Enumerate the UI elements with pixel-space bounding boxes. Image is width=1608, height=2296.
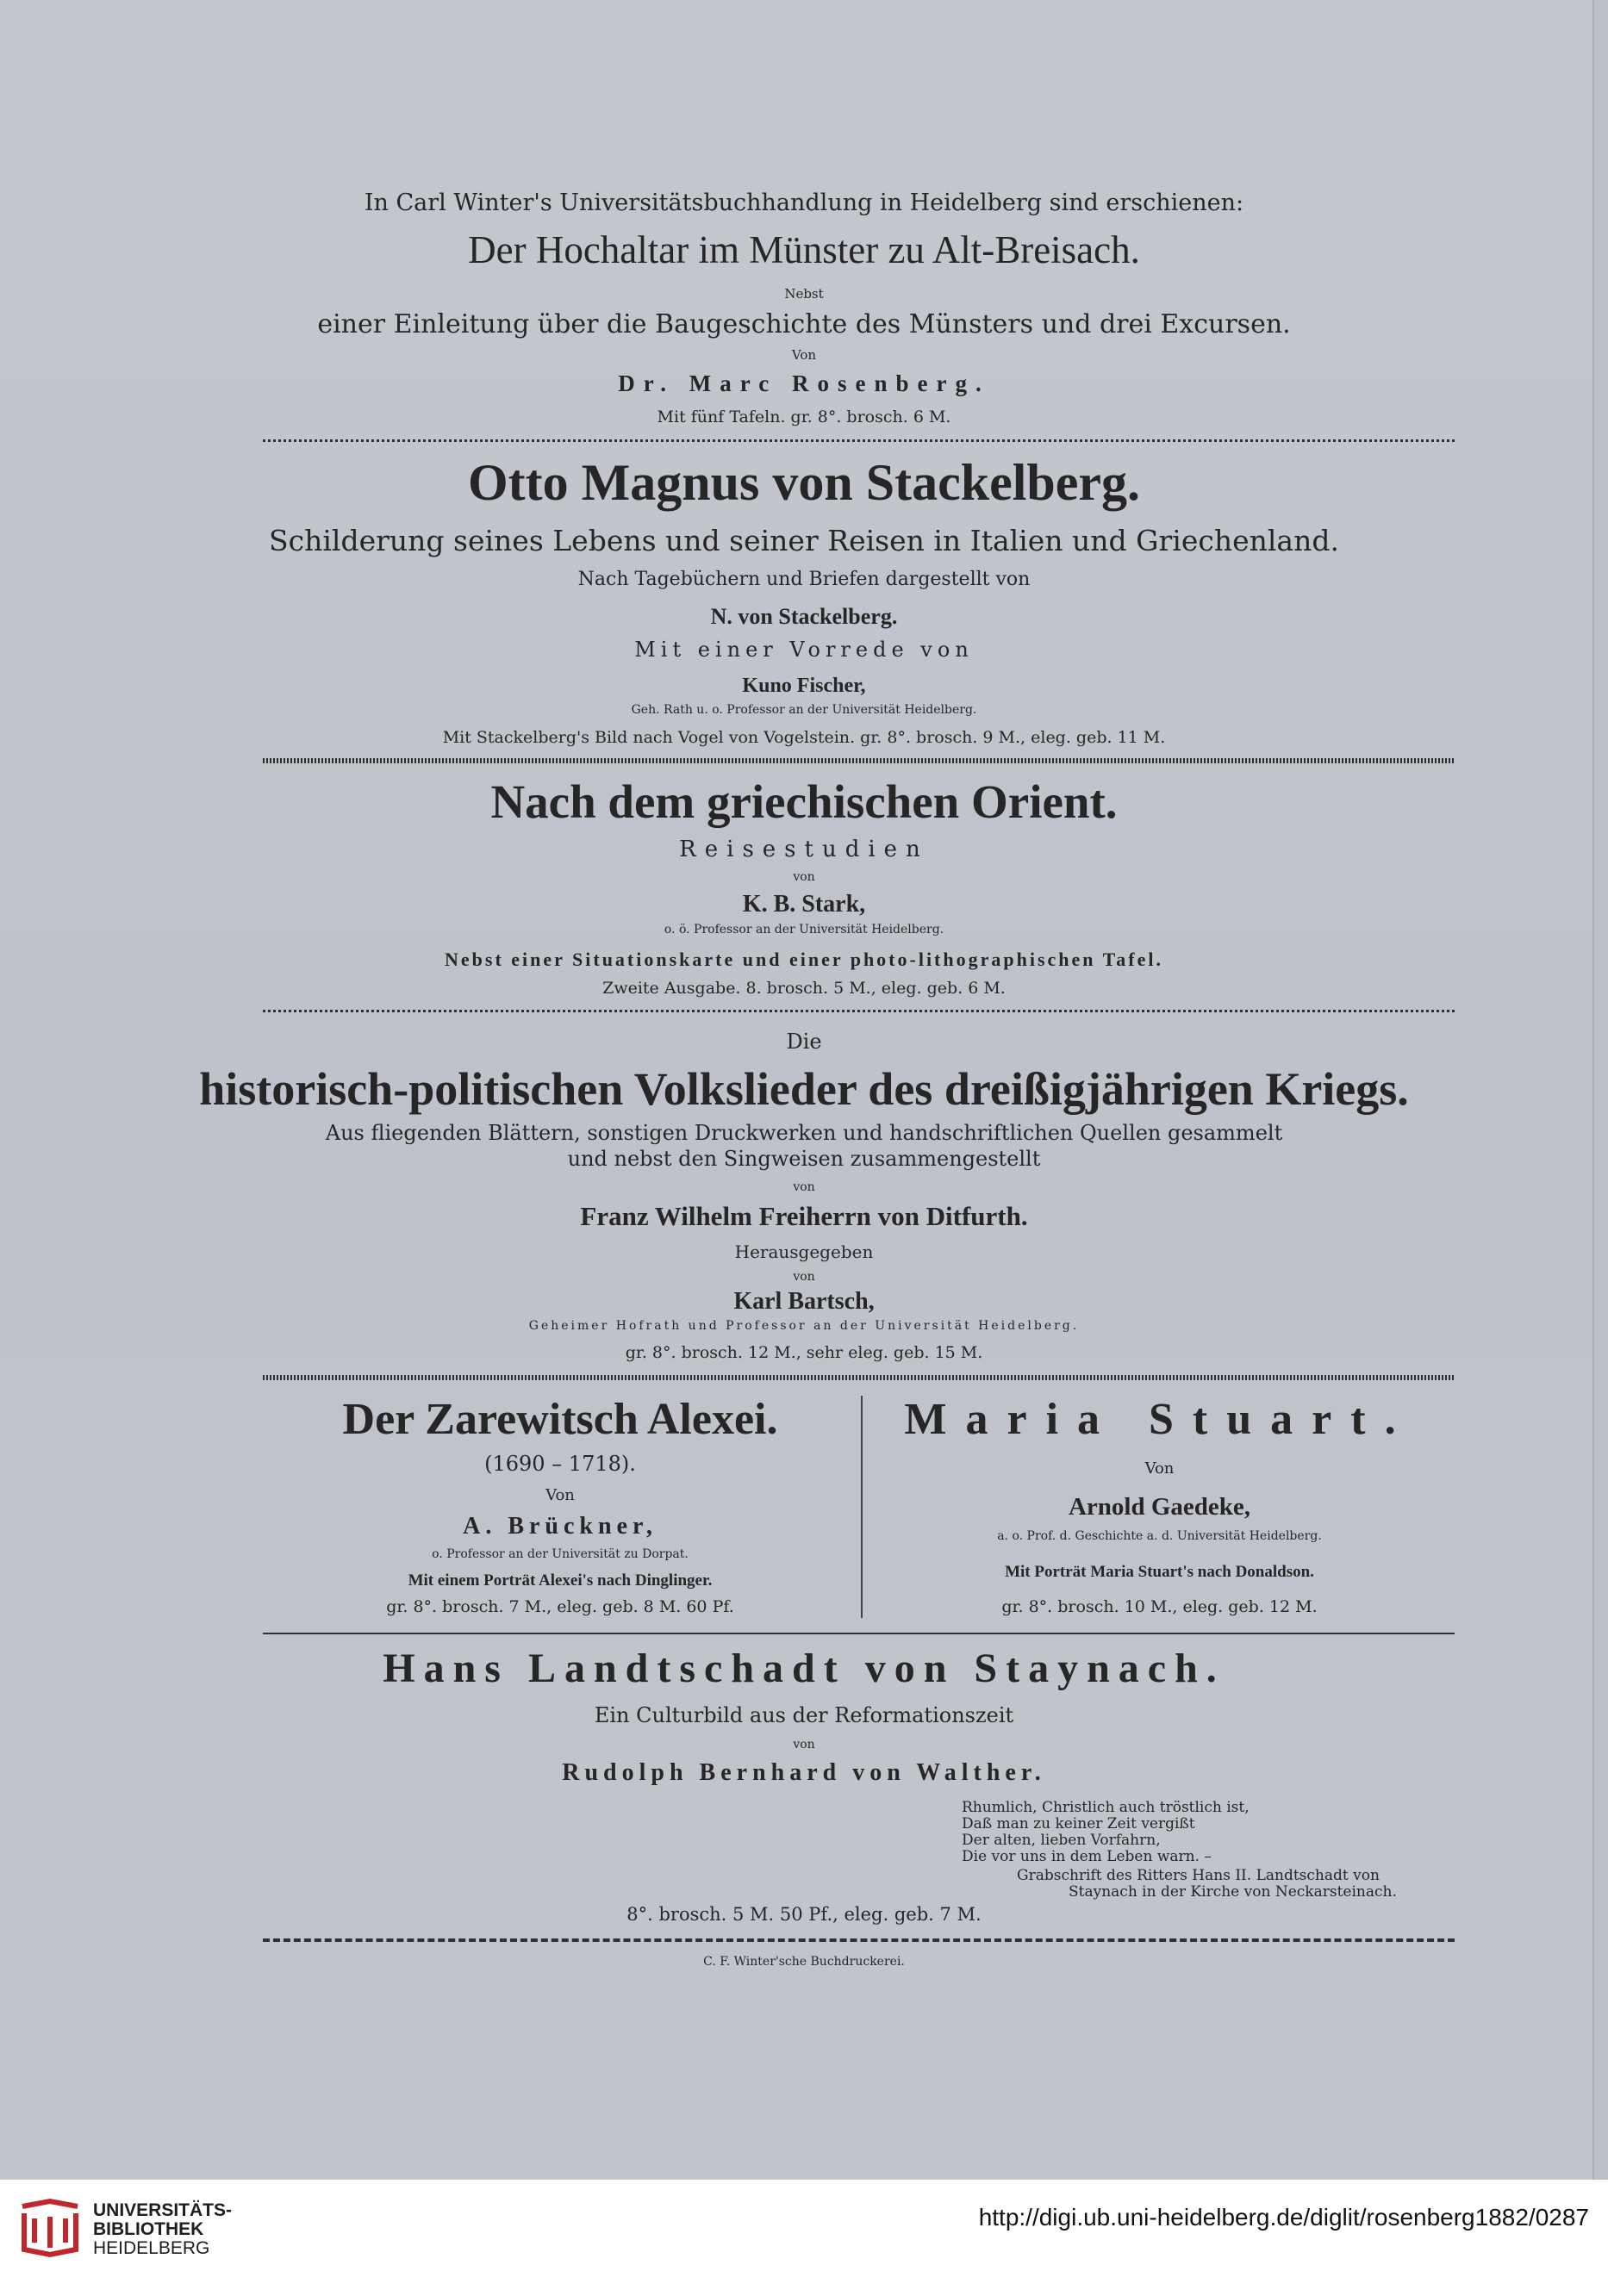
von-label-7: von: [793, 1738, 815, 1752]
author-stark: K. B. Stark,: [742, 891, 866, 918]
epigraph-line-4: Die vor uns in dem Leben warn. –: [962, 1848, 1212, 1865]
volkslieder-line1: Aus fliegenden Blättern, sonstigen Druckwerken und handschriftlichen Quellen gesammelt: [325, 1121, 1283, 1145]
divider-3: [263, 1010, 1455, 1012]
library-name-line-3: HEIDELBERG: [93, 2238, 210, 2258]
price-orient: Zweite Ausgabe. 8. brosch. 5 M., eleg. geb. 6 M.: [602, 979, 1006, 998]
von-label-6: Von: [1144, 1459, 1175, 1478]
stackelberg-line3: Nach Tagebüchern und Briefen dargestellt von: [577, 569, 1031, 590]
preface-line: Mit einer Vorrede von: [634, 638, 974, 662]
role-stark: o. ö. Professor an der Universität Heidelberg.: [664, 923, 944, 936]
epigraph-line-1: Rhumlich, Christlich auch tröstlich ist,: [962, 1799, 1250, 1816]
title-orient: Nach dem griechischen Orient.: [490, 775, 1118, 828]
preface-role: Geh. Rath u. o. Professor an der Universität Heidelberg.: [631, 703, 977, 717]
years-zarewitsch: (1690 – 1718).: [484, 1452, 636, 1476]
epigraph-source-1: Grabschrift des Ritters Hans II. Landtschadt von: [1017, 1867, 1380, 1884]
author-n-stackelberg: N. von Stackelberg.: [710, 604, 898, 629]
role-gaedeke: a. o. Prof. d. Geschichte a. d. Universität Heidelberg.: [997, 1529, 1322, 1543]
divider-1: [263, 439, 1455, 442]
price-landtschadt: 8°. brosch. 5 M. 50 Pf., eleg. geb. 7 M.: [626, 1904, 982, 1925]
title-hochaltar: Der Hochaltar im Münster zu Alt-Breisach.: [468, 228, 1140, 271]
preface-author: Kuno Fischer,: [742, 675, 866, 697]
von-label-2: von: [793, 870, 815, 884]
library-name-line-1: UNIVERSITÄTS-: [93, 2200, 233, 2220]
library-name-line-2: BIBLIOTHEK: [93, 2219, 204, 2239]
price-zarewitsch: gr. 8°. brosch. 7 M., eleg. geb. 8 M. 60 Pf.: [386, 1597, 734, 1616]
divider-2: [263, 758, 1455, 763]
title-landtschadt: Hans Landtschadt von Staynach.: [383, 1646, 1225, 1691]
subtitle-culturbild: Ein Culturbild aus der Reformationszeit: [594, 1703, 1014, 1727]
subtitle-hochaltar: einer Einleitung über die Baugeschichte des Münsters und drei Excursen.: [317, 309, 1291, 339]
footer-bar: [0, 2180, 1608, 2296]
divider-6: [263, 1938, 1455, 1942]
editor-bartsch: Karl Bartsch,: [733, 1288, 875, 1315]
price-volkslieder: gr. 8°. brosch. 12 M., sehr eleg. geb. 15 M.: [625, 1343, 983, 1362]
epigraph-source-2: Staynach in der Kirche von Neckarsteinach.: [1069, 1883, 1397, 1901]
source-url[interactable]: http://digi.ub.uni-heidelberg.de/diglit/rosenberg1882/0287: [978, 2204, 1589, 2231]
subtitle-reisestudien: Reisestudien: [679, 837, 929, 862]
library-name: [93, 2201, 232, 2258]
von-label-4: von: [793, 1270, 815, 1284]
printer-imprint: C. F. Winter'sche Buchdruckerei.: [703, 1955, 905, 1969]
title-volkslieder: historisch-politischen Volkslieder des dreißigjährigen Kriegs.: [199, 1063, 1409, 1115]
die-label: Die: [786, 1030, 822, 1054]
column-divider: [861, 1396, 863, 1618]
note-situationskarte: Nebst einer Situationskarte und einer photo-lithographischen Tafel.: [445, 949, 1163, 970]
author-ditfurth: Franz Wilhelm Freiherrn von Ditfurth.: [580, 1201, 1028, 1231]
von-label-5: Von: [545, 1486, 575, 1504]
epigraph-line-2: Daß man zu keiner Zeit vergißt: [962, 1815, 1195, 1832]
title-maria-stuart: Maria Stuart.: [904, 1395, 1415, 1444]
role-brueckner: o. Professor an der Universität zu Dorpat.: [432, 1547, 689, 1561]
von-label-3: von: [793, 1180, 815, 1194]
price-stackelberg: Mit Stackelberg's Bild nach Vogel von Vogelstein. gr. 8°. brosch. 9 M., eleg. geb. 11 M.: [442, 728, 1166, 747]
price-maria-stuart: gr. 8°. brosch. 10 M., eleg. geb. 12 M.: [1001, 1597, 1318, 1616]
author-gaedeke: Arnold Gaedeke,: [1068, 1493, 1251, 1521]
volkslieder-line2: und nebst den Singweisen zusammengestellt: [567, 1147, 1041, 1171]
price-hochaltar: Mit fünf Tafeln. gr. 8°. brosch. 6 M.: [657, 408, 951, 426]
von-label: Von: [791, 347, 817, 363]
note-stuart-portrait: Mit Porträt Maria Stuart's nach Donaldson.: [1005, 1563, 1314, 1581]
title-zarewitsch: Der Zarewitsch Alexei.: [342, 1395, 778, 1444]
epigraph-line-3: Der alten, lieben Vorfahrn,: [962, 1832, 1161, 1849]
divider-5: [263, 1633, 1455, 1634]
author-rosenberg: Dr. Marc Rosenberg.: [618, 370, 990, 396]
divider-4: [263, 1375, 1455, 1380]
author-walther: Rudolph Bernhard von Walther.: [562, 1759, 1046, 1786]
subtitle-stackelberg: Schilderung seines Lebens und seiner Reisen in Italien und Griechenland.: [269, 524, 1339, 557]
publisher-line: In Carl Winter's Universitätsbuchhandlung in Heidelberg sind erschienen:: [364, 190, 1244, 216]
author-brueckner: A. Brückner,: [463, 1513, 658, 1540]
note-alexei-portrait: Mit einem Porträt Alexei's nach Dinglinger.: [408, 1571, 713, 1590]
herausgegeben-label: Herausgegeben: [734, 1241, 874, 1262]
nebst-label: Nebst: [784, 286, 824, 302]
role-bartsch: Geheimer Hofrath und Professor an der Universität Heidelberg.: [528, 1319, 1080, 1333]
title-stackelberg: Otto Magnus von Stackelberg.: [468, 454, 1140, 511]
university-library-logo-icon: [16, 2198, 84, 2258]
